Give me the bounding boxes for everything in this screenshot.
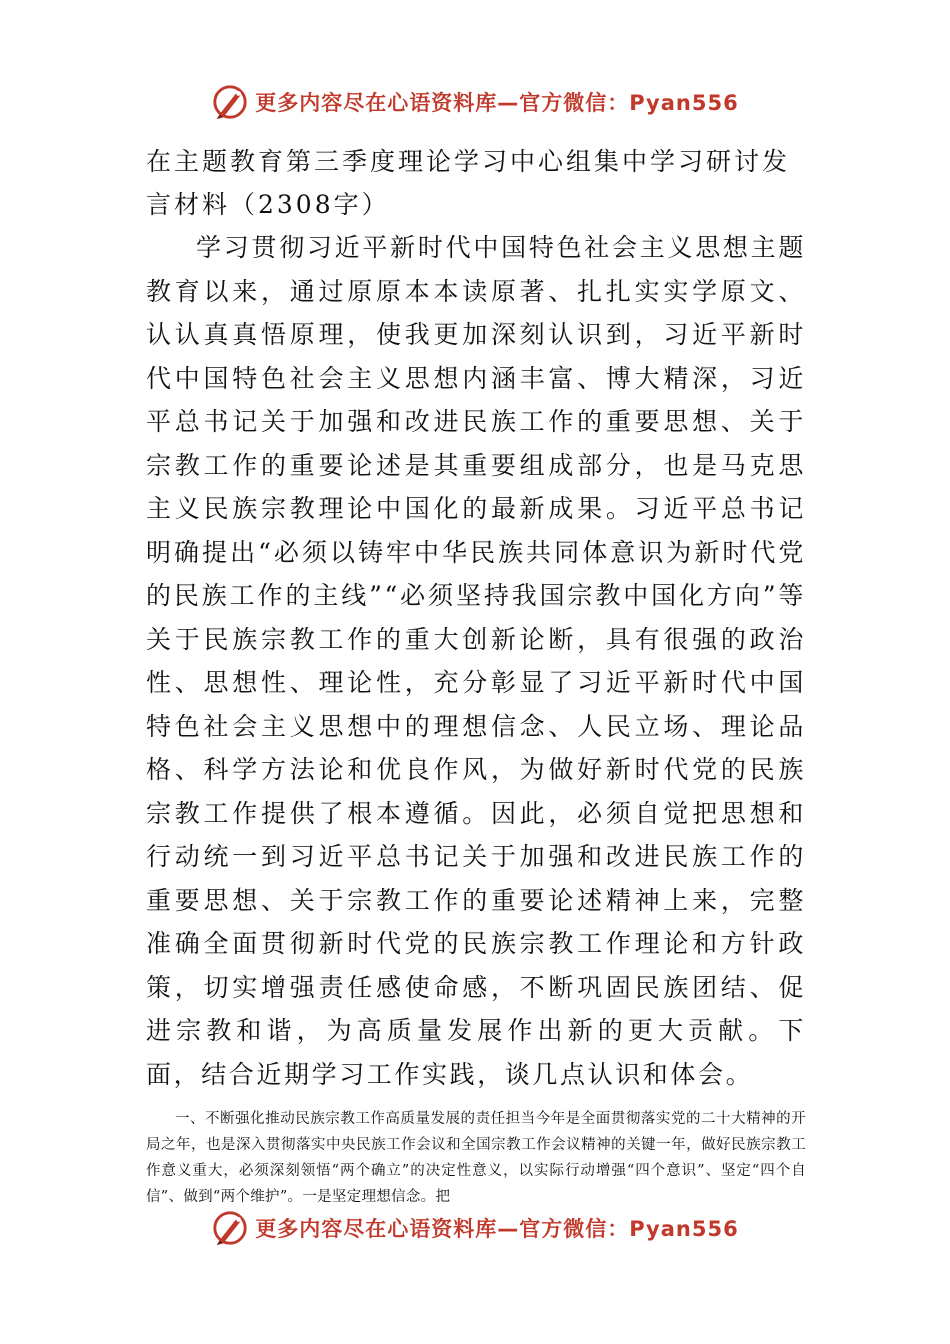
pen-in-circle-icon (211, 83, 249, 121)
banner-text: 更多内容尽在心语资料库—官方微信：Pyan556 (255, 1217, 739, 1241)
header-banner (0, 80, 950, 124)
section-one-paragraph: 一、不断强化推动民族宗教工作高质量发展的责任担当今年是全面贯彻落实党的二十大精神的开局之年，也是深入贯彻落实中央民族工作会议和全国宗教工作会议精神的关键一年，做好民族宗教工作意义重大，必须深刻领悟“两个确立”的决定性意义，以实际行动增强“四个意识”、坚定“四个自信”、做到“两个维护”。一是坚定理想信念。把 (146, 1111, 806, 1205)
document-body (146, 140, 806, 1210)
banner-text: 更多内容尽在心语资料库—官方微信：Pyan556 (255, 91, 739, 115)
footer-banner (0, 1206, 950, 1250)
intro-paragraph: 学习贯彻习近平新时代中国特色社会主义思想主题教育以来，通过原原本本读原著、扎扎实实学原文、认认真真悟原理，使我更加深刻认识到，习近平新时代中国特色社会主义思想内涵丰富、博大精深，习近平总书记关于加强和改进民族工作的重要思想、关于宗教工作的重要论述是其重要组成部分，也是马克思主义民族宗教理论中国化的最新成果。习近平总书记明确提出“必须以铸牢中华民族共同体意识为新时代党的民族工作的主线”“必须坚持我国宗教中国化方向”等关于民族宗教工作的重大创新论断，具有很强的政治性、思想性、理论性，充分彰显了习近平新时代中国特色社会主义思想中的理想信念、人民立场、理论品格、科学方法论和优良作风，为做好新时代党的民族宗教工作提供了根本遵循。因此，必须自觉把思想和行动统一到习近平总书记关于加强和改进民族工作的重要思想、关于宗教工作的重要论述精神上来，完整准确全面贯彻新时代党的民族宗教工作理论和方针政策，切实增强责任感使命感，不断巩固民族团结、促进宗教和谐，为高质量发展作出新的更大贡献。下面，结合近期学习工作实践，谈几点认识和体会。 (146, 233, 806, 1089)
document-title: 在主题教育第三季度理论学习中心组集中学习研讨发言材料（2308字） (146, 147, 791, 219)
pen-in-circle-icon (211, 1209, 249, 1247)
